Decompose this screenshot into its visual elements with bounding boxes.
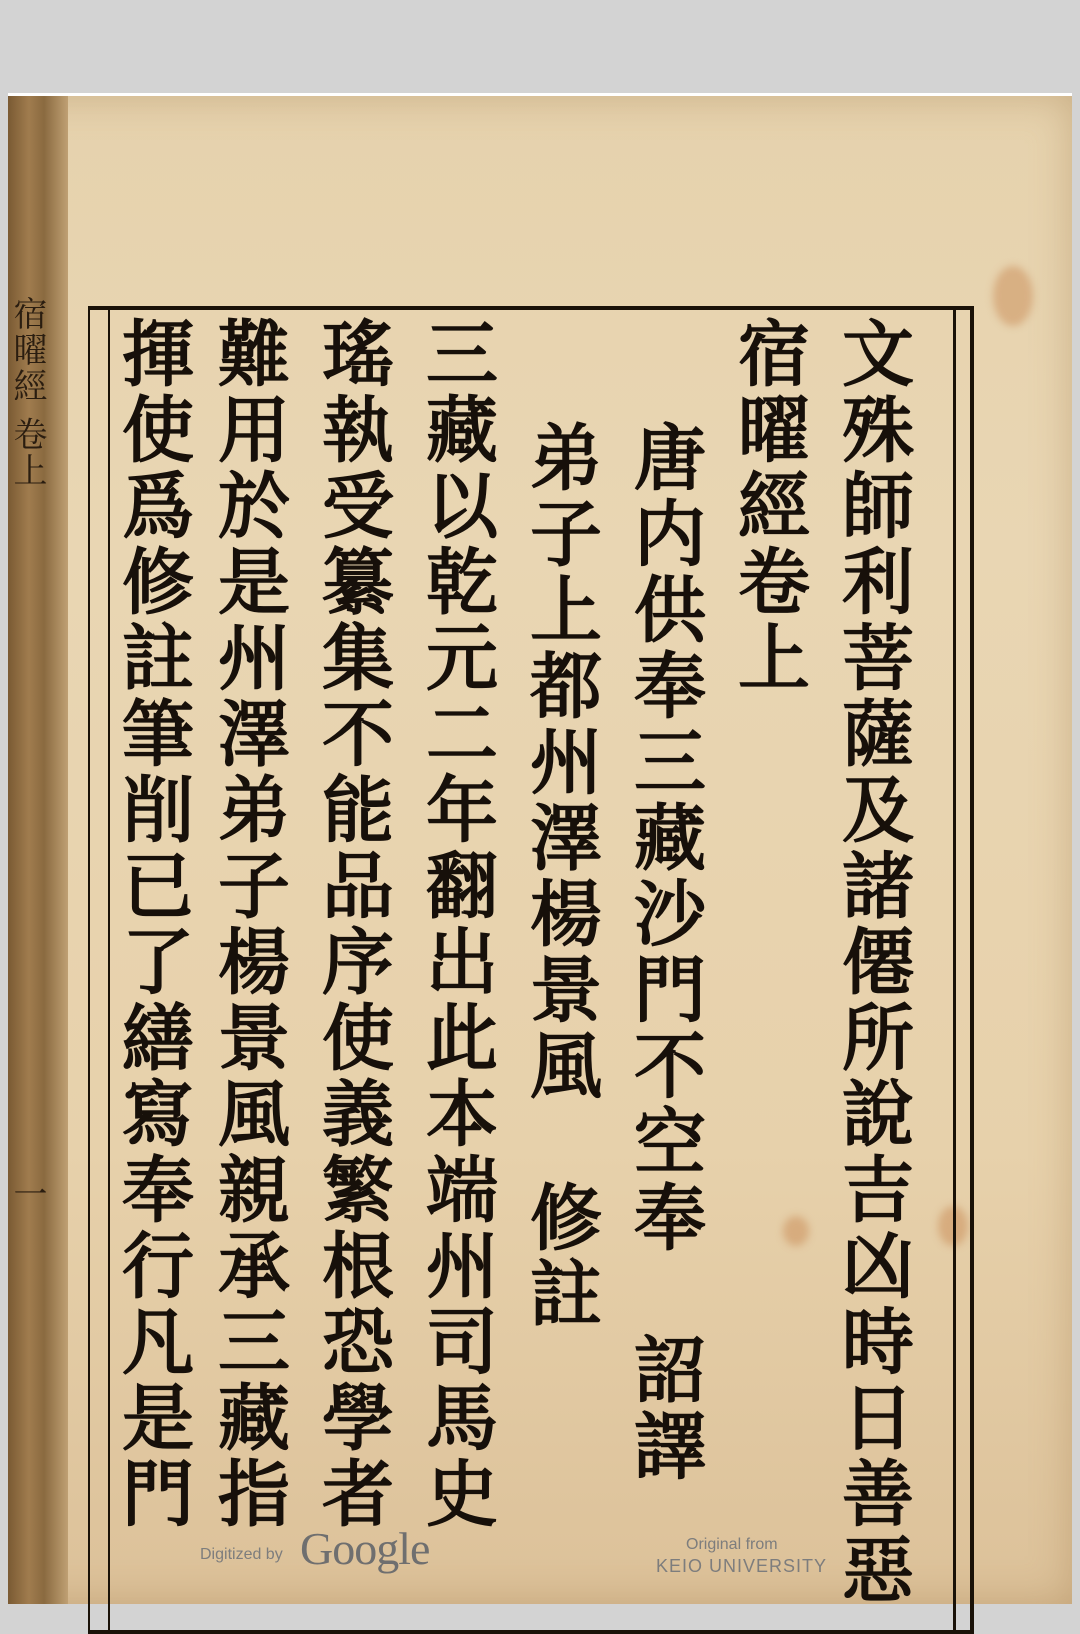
- paper-stain: [993, 266, 1033, 326]
- spine-title: 宿曜經 卷上: [7, 296, 47, 489]
- text-column-5: 三藏以乾元二年翻出此本端州司馬史: [414, 316, 499, 1532]
- text-column-8: 揮使爲修註筆削已了繕寫奉行凡是門: [110, 316, 195, 1532]
- text-frame: [88, 306, 974, 1634]
- institution-name: KEIO UNIVERSITY: [656, 1556, 828, 1576]
- frame-rule-right: [953, 310, 956, 1630]
- spine-page-number: 一: [7, 1176, 47, 1210]
- text-column-7: 難用於是州澤弟子楊景風親承三藏指: [206, 316, 291, 1532]
- book-page: [7, 93, 1072, 1608]
- text-column-6: 瑤執受纂集不能品序使義繁根恐學者: [310, 316, 395, 1532]
- google-logo: Google: [300, 1523, 430, 1574]
- digitization-footer: [0, 1516, 1080, 1576]
- original-from-label: Original from: [686, 1536, 778, 1553]
- text-column-2: 宿曜經卷上: [726, 316, 811, 696]
- text-column-1: 文殊師利菩薩及諸僊所說吉凶時日善惡: [830, 316, 915, 1608]
- text-column-4: 弟子上都州澤楊景風 修註: [518, 420, 603, 1332]
- digitized-by-label: Digitized by: [200, 1546, 283, 1563]
- book-spine: [8, 96, 68, 1604]
- text-column-3: 唐内供奉三藏沙門不空奉 詔譯: [622, 420, 707, 1484]
